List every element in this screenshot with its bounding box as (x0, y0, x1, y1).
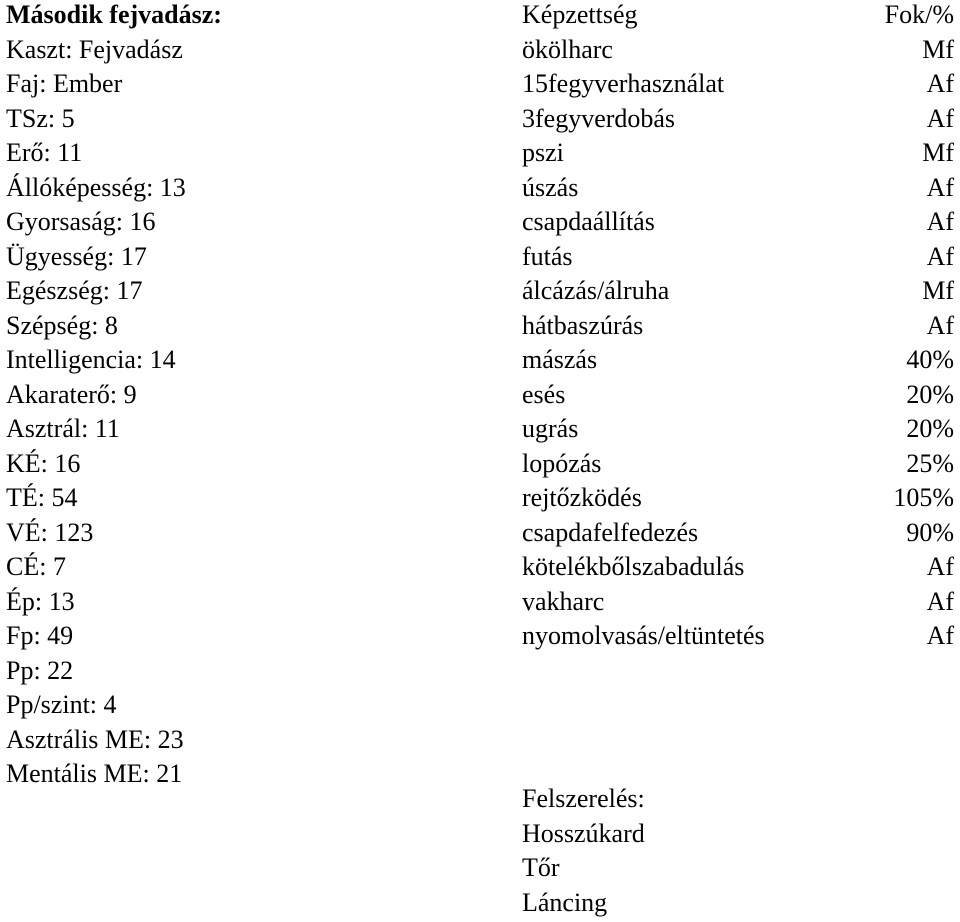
skill-value: Af (926, 621, 954, 650)
skill-name: rejtőzködés (522, 483, 642, 512)
skill-name: csapdaállítás (522, 207, 655, 236)
skill-value: Af (926, 552, 954, 581)
stat-line: Ép: 13 (6, 586, 75, 616)
skill-name: mászás (522, 345, 598, 374)
skill-value: Af (926, 103, 954, 133)
stat-line: Intelligencia: 14 (6, 345, 176, 374)
equipment-item: Hosszúkard (522, 818, 645, 848)
stat-line: KÉ: 16 (6, 448, 81, 478)
skill-name: úszás (522, 172, 579, 202)
stat-line: Gyorsaság: 16 (6, 207, 156, 236)
skill-value: Mf (922, 138, 954, 167)
skill-name: 15fegyverhasználat (522, 69, 725, 98)
equipment-item: Láncing (522, 887, 608, 917)
stat-line: CÉ: 7 (6, 552, 66, 581)
skills-header-name: Képzettség (522, 0, 638, 29)
skill-name: lopózás (522, 448, 602, 478)
skill-value: 20% (906, 414, 954, 443)
stat-line: Erő: 11 (6, 138, 83, 167)
stat-line: TÉ: 54 (6, 483, 78, 512)
skill-value: Mf (922, 34, 954, 64)
stat-line: Szépség: 8 (6, 310, 118, 340)
stat-line: Asztrál: 11 (6, 414, 120, 443)
stat-line: Akaraterő: 9 (6, 379, 137, 409)
stat-line: TSz: 5 (6, 103, 75, 133)
skill-name: ugrás (522, 414, 579, 443)
skill-value: 40% (906, 345, 954, 374)
stat-line: Mentális ME: 21 (6, 759, 183, 788)
stat-line: Kaszt: Fejvadász (6, 34, 183, 64)
stat-line: VÉ: 123 (6, 517, 94, 547)
skill-name: csapdafelfedezés (522, 517, 699, 547)
skill-name: 3fegyverdobás (522, 103, 676, 133)
skill-name: álcázás/álruha (522, 276, 670, 305)
equipment-item: Tőr (522, 853, 560, 882)
skills-header-value: Fok/% (884, 0, 954, 29)
skill-value: Af (926, 241, 954, 271)
skill-value: Mf (922, 276, 954, 305)
skill-name: hátbaszúrás (522, 310, 644, 340)
stat-line: Ügyesség: 17 (6, 241, 147, 271)
skill-name: ökölharc (522, 34, 613, 64)
skill-name: pszi (522, 138, 564, 167)
skill-value: Af (926, 207, 954, 236)
skill-value: Af (926, 586, 954, 616)
skill-value: 90% (906, 517, 954, 547)
stat-line: Asztrális ME: 23 (6, 724, 184, 754)
skill-name: vakharc (522, 586, 605, 616)
skill-value: 105% (893, 483, 954, 512)
character-heading: Második fejvadász: (6, 0, 222, 29)
skill-value: 25% (906, 448, 954, 478)
skill-value: Af (926, 310, 954, 340)
stat-line: Egészség: 17 (6, 276, 143, 305)
stat-line: Pp/szint: 4 (6, 690, 117, 719)
stat-line: Fp: 49 (6, 621, 74, 650)
skill-value: 20% (906, 379, 954, 409)
skill-name: esés (522, 379, 566, 409)
skill-value: Af (926, 172, 954, 202)
stat-line: Állóképesség: 13 (6, 172, 186, 202)
skill-name: nyomolvasás/eltüntetés (522, 621, 765, 650)
skill-value: Af (926, 69, 954, 98)
stat-line: Faj: Ember (6, 69, 123, 98)
equipment-header: Felszerelés: (522, 784, 645, 813)
skill-name: futás (522, 241, 573, 271)
skill-name: kötelékbőlszabadulás (522, 552, 745, 581)
stat-line: Pp: 22 (6, 655, 74, 685)
